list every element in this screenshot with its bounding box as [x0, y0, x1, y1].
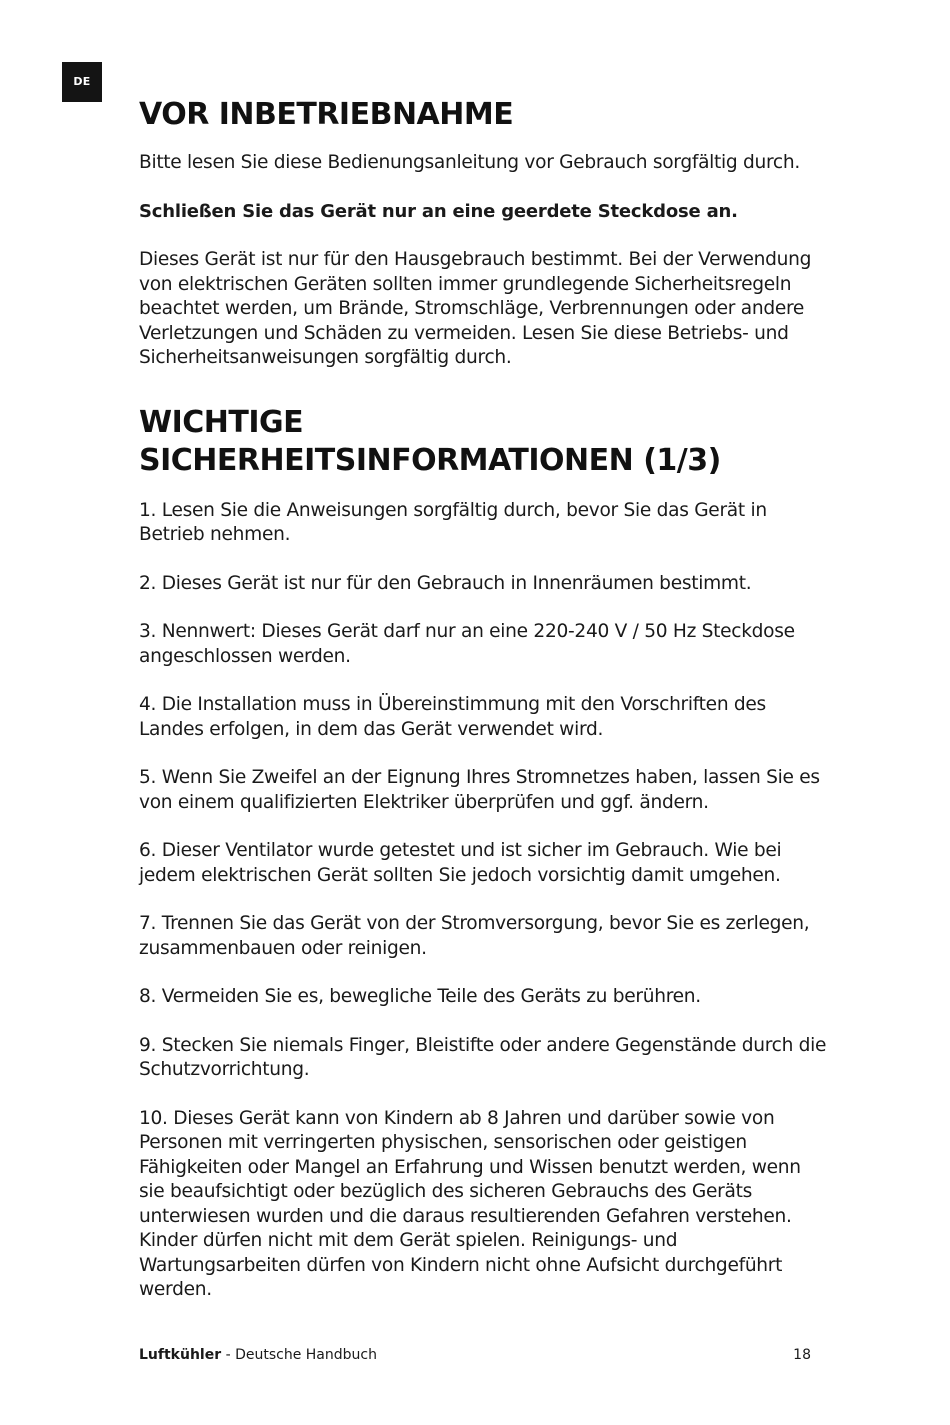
grounded-socket-warning: Schließen Sie das Gerät nur an eine geerdete Steckdose an.	[139, 200, 738, 222]
safety-heading-line2: SICHERHEITSINFORMATIONEN (1/3)	[139, 442, 721, 478]
page-number: 18	[793, 1347, 811, 1363]
safety-item: 10. Dieses Gerät kann von Kindern ab 8 Jahren und darüber sowie von Personen mit verringerten physischen, sensorischen oder geistigen Fähigkeiten oder Mangel an Erfahrung und Wissen benutzt werden, wenn sie beaufsichtigt oder bezüglich des sicheren Gebrauchs des Geräts unterwiesen wurden und die daraus resultierenden Gefahren verstehen. Kinder dürfen nicht mit dem Gerät spielen. Reinigungs- und Wartungsarbeiten dürfen von Kindern nicht ohne Aufsicht durchgeführt werden.	[139, 1107, 801, 1300]
intro-paragraph: Bitte lesen Sie diese Bedienungsanleitung vor Gebrauch sorgfältig durch.	[139, 152, 800, 173]
safety-item: 4. Die Installation muss in Übereinstimmung mit den Vorschriften des Landes erfolgen, in dem das Gerät verwendet wird.	[139, 694, 766, 740]
safety-item: 1. Lesen Sie die Anweisungen sorgfältig durch, bevor Sie das Gerät in Betrieb nehmen.	[139, 499, 767, 545]
page-footer	[139, 1344, 811, 1366]
safety-item: 3. Nennwert: Dieses Gerät darf nur an eine 220-240 V / 50 Hz Steckdose angeschlossen werden.	[139, 621, 795, 667]
section-heading-before-use: VOR INBETRIEBNAHME	[139, 97, 514, 132]
household-use-paragraph: Dieses Gerät ist nur für den Hausgebrauch bestimmt. Bei der Verwendung von elektrischen Geräten sollten immer grundlegende Sicherheitsregeln beachtet werden, um Brände, Stromschläge, Verbrennungen oder andere Verletzungen und Schäden zu vermeiden. Lesen Sie diese Betriebs- und Sicherheitsanweisungen sorgfältig durch.	[139, 249, 812, 368]
safety-item: 2. Dieses Gerät ist nur für den Gebrauch in Innenräumen bestimmt.	[139, 572, 752, 594]
safety-heading-line1: WICHTIGE	[139, 404, 304, 440]
footer-subtitle: - Deutsche Handbuch	[221, 1347, 377, 1363]
page-content	[139, 96, 829, 1303]
safety-item: 8. Vermeiden Sie es, bewegliche Teile des Geräts zu berühren.	[139, 986, 701, 1007]
safety-item: 9. Stecken Sie niemals Finger, Bleistifte oder andere Gegenstände durch die Schutzvorrichtung.	[139, 1034, 827, 1080]
section-heading-safety-info	[139, 404, 829, 480]
safety-item: 5. Wenn Sie Zweifel an der Eignung Ihres Stromnetzes haben, lassen Sie es von einem qualifizierten Elektriker überprüfen und ggf. ändern.	[139, 767, 820, 813]
footer-brand: Luftkühler	[139, 1347, 222, 1363]
language-tab: DE	[62, 62, 102, 102]
safety-item: 7. Trennen Sie das Gerät von der Stromversorgung, bevor Sie es zerlegen, zusammenbauen oder reinigen.	[139, 913, 810, 959]
safety-item: 6. Dieser Ventilator wurde getestet und ist sicher im Gebrauch. Wie bei jedem elektrischen Gerät sollten Sie jedoch vorsichtig damit umgehen.	[139, 840, 782, 886]
